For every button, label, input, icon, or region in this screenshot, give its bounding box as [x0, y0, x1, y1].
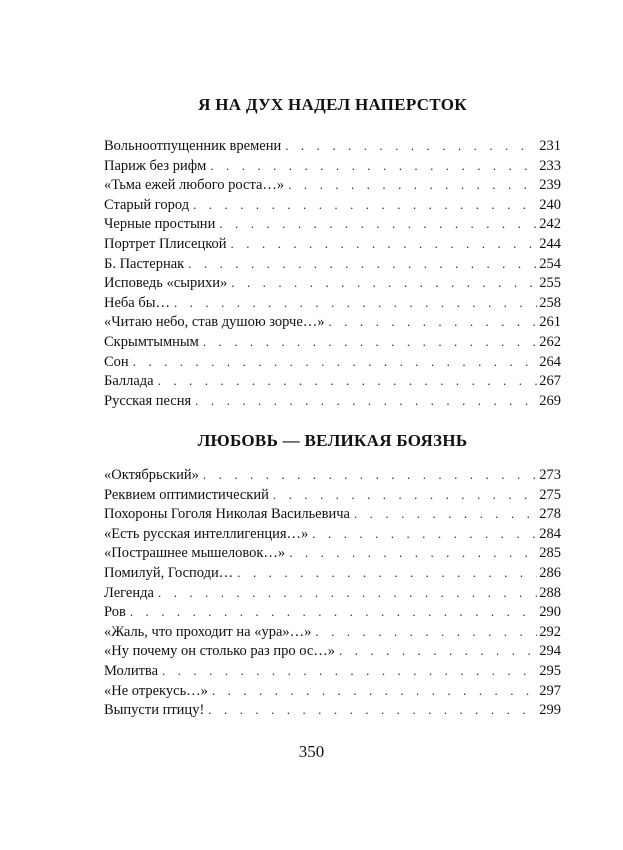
entry-title: Молитва — [104, 662, 159, 679]
entry-page-number: 244 — [539, 235, 561, 252]
dot-leader — [231, 273, 537, 293]
entry-title: «Есть русская интеллигенция…» — [104, 525, 309, 542]
dot-leader — [130, 602, 537, 622]
entry-page-number: 275 — [539, 486, 561, 503]
entry-page-number: 297 — [539, 682, 561, 699]
toc-entry — [104, 524, 561, 544]
toc-entry — [104, 156, 561, 176]
toc-entry — [104, 661, 561, 681]
dot-leader — [285, 136, 537, 156]
dot-leader — [339, 641, 537, 661]
toc-entry — [104, 293, 561, 313]
entry-page-number: 255 — [539, 275, 561, 292]
entry-page-number: 286 — [539, 564, 561, 581]
entry-title: Неба бы… — [104, 294, 170, 311]
entry-page-number: 269 — [539, 392, 561, 409]
toc-section-2 — [104, 430, 561, 720]
toc-entry — [104, 332, 561, 352]
entry-title: «Не отрекусь…» — [104, 682, 208, 699]
toc-entry — [104, 352, 561, 372]
entry-title: Б. Пастернак — [104, 255, 185, 272]
dot-leader — [158, 583, 537, 603]
dot-leader — [158, 371, 538, 391]
toc-entry — [104, 602, 561, 622]
toc-entry — [104, 543, 561, 563]
entry-page-number: 233 — [539, 157, 561, 174]
dot-leader — [354, 504, 537, 524]
entry-title: Скрымтымным — [104, 333, 199, 350]
entry-title: «Пострашнее мышеловок…» — [104, 545, 286, 562]
toc-entry — [104, 583, 561, 603]
dot-leader — [133, 352, 538, 372]
entry-page-number: 278 — [539, 506, 561, 523]
entry-title: Сон — [104, 353, 129, 370]
entry-title: Выпусти птицу! — [104, 702, 205, 719]
entry-title: Черные простыни — [104, 216, 216, 233]
toc-entry — [104, 312, 561, 332]
toc-entry — [104, 485, 561, 505]
entry-title: Вольноотпущенник времени — [104, 138, 282, 154]
toc-section-1 — [104, 94, 561, 410]
toc-entry — [104, 465, 561, 485]
dot-leader — [162, 661, 537, 681]
entry-page-number: 231 — [539, 138, 561, 154]
dot-leader — [329, 312, 538, 332]
entry-page-number: 262 — [539, 333, 561, 350]
dot-leader — [195, 391, 537, 411]
entry-page-number: 285 — [539, 545, 561, 562]
entry-page-number: 264 — [539, 353, 561, 370]
entry-page-number: 258 — [539, 294, 561, 311]
entry-title: Помилуй, Господи… — [104, 564, 234, 581]
entry-title: «Жаль, что проходит на «ура»…» — [104, 623, 312, 640]
toc-entry — [104, 214, 561, 234]
toc-entry — [104, 681, 561, 701]
entry-page-number: 292 — [539, 623, 561, 640]
toc-entry — [104, 563, 561, 583]
entry-page-number: 242 — [539, 216, 561, 233]
dot-leader — [193, 195, 537, 215]
entry-title: Старый город — [104, 196, 190, 213]
section-title: ЛЮБОВЬ — ВЕЛИКАЯ БОЯЗНЬ — [197, 431, 468, 450]
toc-entry — [104, 391, 561, 411]
entry-page-number: 239 — [539, 177, 561, 194]
entry-title: «Читаю небо, став душою зорче…» — [104, 314, 325, 331]
entry-title: Ров — [104, 604, 126, 621]
toc-list — [104, 136, 561, 410]
entry-page-number: 284 — [539, 525, 561, 542]
entry-title: Реквием оптимистический — [104, 486, 269, 503]
dot-leader — [288, 175, 537, 195]
entry-title: Париж без рифм — [104, 157, 207, 174]
toc-entry — [104, 273, 561, 293]
entry-title: Легенда — [104, 584, 154, 601]
entry-page-number: 267 — [539, 373, 561, 390]
entry-page-number: 294 — [539, 643, 561, 660]
dot-leader — [174, 293, 537, 313]
entry-page-number: 273 — [539, 467, 561, 483]
entry-page-number: 261 — [539, 314, 561, 331]
entry-page-number: 295 — [539, 662, 561, 679]
toc-entry — [104, 195, 561, 215]
toc-entry — [104, 175, 561, 195]
entry-title: Исповедь «сырихи» — [104, 275, 228, 292]
dot-leader — [188, 254, 537, 274]
toc-entry — [104, 254, 561, 274]
toc-list — [104, 465, 561, 720]
entry-title: «Ну почему он столько раз про ос…» — [104, 643, 336, 660]
entry-page-number: 254 — [539, 255, 561, 272]
toc-entry — [104, 622, 561, 642]
dot-leader — [237, 563, 537, 583]
entry-page-number: 299 — [539, 702, 561, 719]
entry-title: Портрет Плисецкой — [104, 235, 227, 252]
entry-page-number: 288 — [539, 584, 561, 601]
page-number: 350 — [298, 742, 325, 761]
entry-page-number: 240 — [539, 196, 561, 213]
dot-leader — [203, 465, 537, 485]
dot-leader — [212, 681, 537, 701]
toc-entry — [104, 136, 561, 156]
entry-page-number: 290 — [539, 604, 561, 621]
dot-leader — [219, 214, 537, 234]
dot-leader — [203, 332, 537, 352]
toc-entry — [104, 371, 561, 391]
section-title: Я НА ДУХ НАДЕЛ НАПЕРСТОК — [198, 95, 467, 114]
dot-leader — [231, 234, 538, 254]
entry-title: Баллада — [104, 373, 154, 390]
toc-entry — [104, 641, 561, 661]
toc-entry — [104, 700, 561, 720]
dot-leader — [289, 543, 537, 563]
entry-title: Похороны Гоголя Николая Васильевича — [104, 506, 350, 523]
entry-title: «Октябрьский» — [104, 467, 199, 483]
toc-entry — [104, 504, 561, 524]
toc-entry — [104, 234, 561, 254]
dot-leader — [210, 156, 537, 176]
dot-leader — [312, 524, 537, 544]
dot-leader — [273, 485, 537, 505]
dot-leader — [315, 622, 537, 642]
entry-title: Русская песня — [104, 392, 192, 409]
entry-title: «Тьма ежей любого роста…» — [104, 177, 285, 194]
dot-leader — [208, 700, 537, 720]
